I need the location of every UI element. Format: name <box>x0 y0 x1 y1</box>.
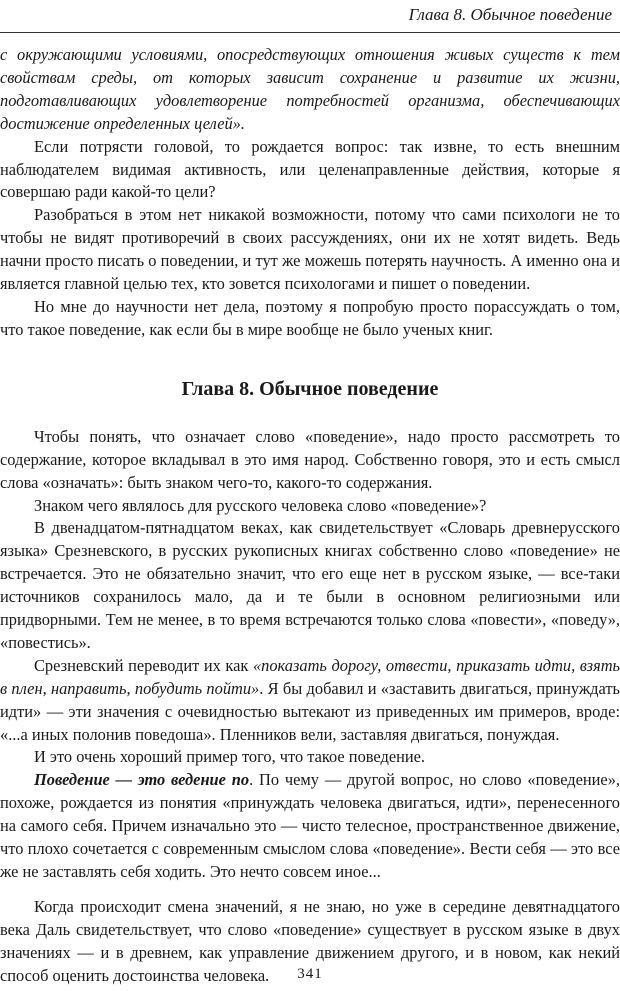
page-body <box>0 44 620 988</box>
section-gap <box>0 342 620 366</box>
section-gap <box>0 402 620 426</box>
paragraph-4-rest: . Я бы добавил и «заставить двигаться, принуждать идти» — эти значения с очевидностью вытекают из приведенных им примеров, вроде: «...а иных полонив поведоша». Пленников вели, заставляя двигаться, понуждая. <box>0 678 620 744</box>
intro-paragraph-quote: с окружающими условиями, опосредствующих отношения живых существ к тем свойствам среды, от которых зависит сохранение и развитие их жизни, подготавливающих удовлетворение потребностей организма, обеспечивающих достижение определенных целей». <box>0 45 620 133</box>
section-gap <box>0 884 620 896</box>
page-number: 341 <box>297 966 323 982</box>
running-header: Глава 8. Обычное поведение <box>408 5 612 24</box>
chapter-paragraph-6 <box>0 769 620 884</box>
intro-paragraph-psychologists: Разобраться в этом нет никакой возможности, потому что сами психологи не то чтобы не видят противоречий в своих рассуждениях, они их не хотят видеть. Ведь начни просто писать о поведении, и тут же можешь потерять научность. А именно она и является главной целью тех, кто зовется психологами и пишет о поведении. <box>0 205 620 294</box>
chapter-title: Глава 8. Обычное поведение <box>181 377 439 400</box>
paragraph-6-bold-definition: Поведение — это ведение по <box>34 770 250 790</box>
intro-paragraph-scientific: Но мне до научности нет дела, поэтому я попробую просто порассуждать о том, что такое поведение, как если бы в мире вообще не было ученых книг. <box>0 296 620 339</box>
intro-paragraph-question: Если потрясти головой, то рождается вопрос: так извне, то есть внешним наблюдателем видимая активность, или целенаправленные действия, которые я совершаю ради какой-то цели? <box>0 136 620 202</box>
paragraph-6-rest: . По чему — другой вопрос, но слово «поведение», похоже, рождается из понятия «принуждать человека двигаться, идти», перенесенного на самого себя. Причем изначально это — чисто телесное, пространственное движение, что плохо сочетается с современным смыслом слова «поведение». Вести себя — это все же не заставлять себя ходить. Это нечто совсем иное... <box>0 770 620 881</box>
chapter-paragraph-1: Чтобы понять, что означает слово «поведение», надо просто рассмотреть то содержание, которое вкладывал в это имя народ. Собственно говоря, это и есть смысл слова «означать»: быть знаком чего-то, какого-то содержания. <box>0 426 620 492</box>
chapter-paragraph-4 <box>0 655 620 747</box>
chapter-paragraph-5: И это очень хороший пример того, что такое поведение. <box>34 747 426 767</box>
paragraph-4-lead: Срезневский переводит их как <box>34 655 253 675</box>
chapter-paragraph-7: Когда происходит смена значений, я не знаю, но уже в середине девятнадцатого века Даль свидетельствует, что слово «поведение» существует в русском языке в двух значениях — и в древнем, как управление движением другого, и в новом, как некий способ оценить достоинства человека. <box>0 896 620 985</box>
chapter-paragraph-3: В двенадцатом-пятнадцатом веках, как свидетельствует «Словарь древнерусского языка» Срезневского, в русских рукописных книгах собственно слово «поведение» не встречается. Это не обязательно значит, что его еще нет в русском языке, — все-таки источников сохранилось мало, да и те были в основном религиозными или придворными. Тем не менее, в то время встречаются только слова «повести», «поведу», «повестись». <box>0 518 620 652</box>
header-rule <box>0 32 620 33</box>
chapter-paragraph-2: Знаком чего являлось для русского человека слово «поведение»? <box>34 495 487 515</box>
paragraph-4-italic-quote: «показать дорогу, отвести, приказать идти, взять в плен, направить, побудить пойти» <box>0 655 620 698</box>
